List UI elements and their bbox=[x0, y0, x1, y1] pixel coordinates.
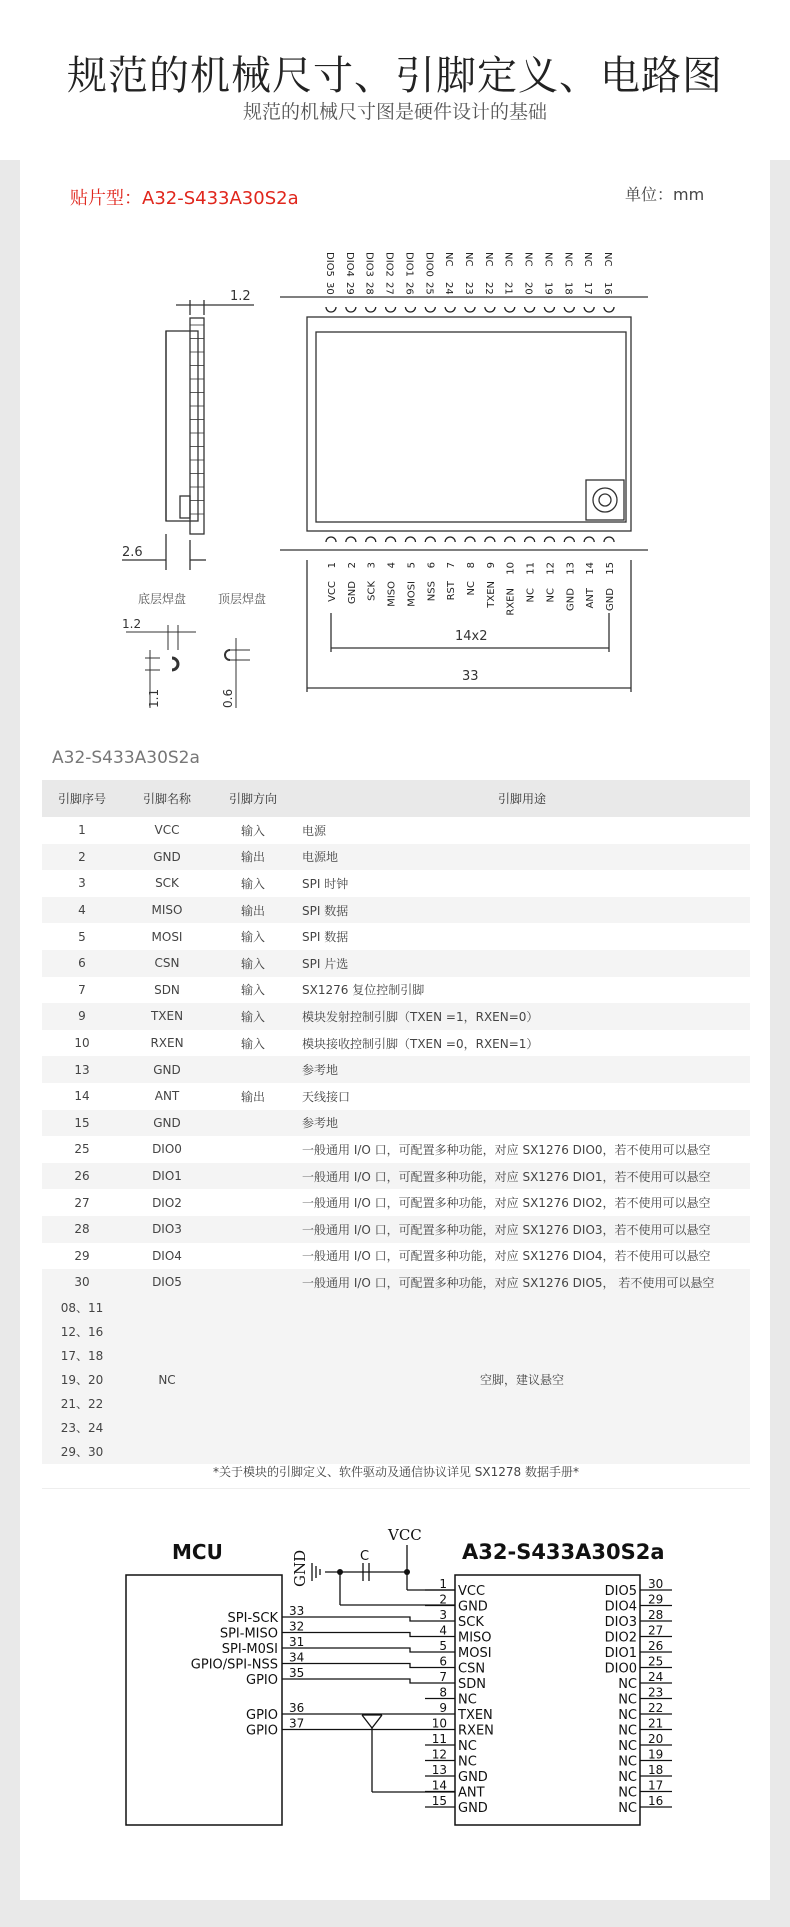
svg-text:NC: NC bbox=[443, 252, 455, 267]
svg-text:DIO3: DIO3 bbox=[604, 1615, 637, 1630]
svg-text:27: 27 bbox=[648, 1623, 664, 1638]
svg-text:5: 5 bbox=[439, 1639, 447, 1653]
table-row bbox=[42, 817, 750, 844]
table-row bbox=[42, 923, 750, 950]
svg-text:14: 14 bbox=[431, 1778, 447, 1793]
pin-no: 4 bbox=[42, 897, 122, 924]
table-row bbox=[42, 1189, 750, 1216]
table-row bbox=[42, 1110, 750, 1137]
dim-pitch-span: 14x2 bbox=[455, 629, 488, 644]
table-row bbox=[42, 1083, 750, 1110]
svg-text:NC: NC bbox=[618, 1677, 637, 1692]
svg-text:21: 21 bbox=[502, 282, 514, 295]
svg-text:29: 29 bbox=[648, 1592, 664, 1607]
bottom-pin bbox=[465, 537, 477, 595]
col-header-direction: 引脚方向 bbox=[212, 780, 294, 817]
pin-usage: 模块接收控制引脚（TXEN =0，RXEN=1） bbox=[302, 1036, 539, 1051]
pin-name: SDN bbox=[154, 982, 180, 997]
pin-no: 7 bbox=[78, 982, 86, 997]
pin-name: TXEN bbox=[122, 1003, 212, 1030]
nc-number: 17、18 bbox=[60, 1348, 104, 1363]
svg-text:NC: NC bbox=[458, 1692, 477, 1708]
svg-text:31: 31 bbox=[289, 1635, 305, 1649]
svg-text:DIO0: DIO0 bbox=[604, 1661, 637, 1677]
svg-text:DIO3: DIO3 bbox=[363, 252, 375, 277]
pin-direction: 输出 bbox=[212, 844, 294, 871]
svg-text:NC: NC bbox=[602, 252, 614, 267]
bottom-pin bbox=[584, 537, 596, 608]
pin-usage: 电源地 bbox=[294, 844, 750, 871]
side-view bbox=[122, 300, 254, 570]
pin-direction: 输入 bbox=[212, 1003, 294, 1030]
svg-text:22: 22 bbox=[482, 282, 494, 295]
nc-number: 21、22 bbox=[60, 1396, 104, 1411]
svg-text:3: 3 bbox=[366, 562, 378, 569]
pad-top-label: 顶层焊盘 bbox=[218, 592, 267, 606]
dim-pad-bottom-h: 1.1 bbox=[147, 688, 161, 708]
svg-text:NC: NC bbox=[582, 252, 594, 267]
svg-text:NC: NC bbox=[618, 1770, 637, 1785]
pin-no: 26 bbox=[42, 1163, 122, 1190]
svg-text:NC: NC bbox=[463, 252, 475, 267]
svg-text:GND: GND bbox=[605, 588, 617, 611]
pin-direction bbox=[212, 1163, 294, 1190]
svg-text:MISO: MISO bbox=[458, 1630, 492, 1646]
nc-group bbox=[42, 1296, 750, 1464]
pin-name: SCK bbox=[155, 876, 179, 891]
svg-text:10: 10 bbox=[431, 1716, 447, 1731]
svg-text:GPIO: GPIO bbox=[246, 1708, 278, 1723]
svg-text:NC: NC bbox=[522, 252, 534, 267]
pin-no: 6 bbox=[42, 950, 122, 977]
pin-direction bbox=[212, 1189, 294, 1216]
svg-text:DIO1: DIO1 bbox=[403, 252, 415, 277]
table-row bbox=[42, 844, 750, 871]
pin-direction: 输入 bbox=[240, 876, 265, 891]
svg-text:NC: NC bbox=[618, 1785, 637, 1801]
svg-text:GND: GND bbox=[458, 1599, 488, 1615]
vcc-label: VCC bbox=[388, 1526, 422, 1544]
svg-text:30: 30 bbox=[324, 282, 335, 295]
svg-text:SDN: SDN bbox=[458, 1677, 486, 1692]
svg-text:NC: NC bbox=[502, 252, 514, 267]
svg-text:10: 10 bbox=[505, 562, 517, 575]
table-row bbox=[42, 1136, 750, 1163]
pin-table bbox=[42, 780, 750, 1464]
col-header-pin-no: 引脚序号 bbox=[42, 780, 122, 817]
pin-name: DIO1 bbox=[122, 1163, 212, 1190]
dim-side-height: 2.6 bbox=[122, 545, 143, 560]
svg-text:DIO4: DIO4 bbox=[604, 1599, 637, 1615]
nc-number: 19、20 bbox=[60, 1372, 104, 1387]
svg-text:DIO2: DIO2 bbox=[604, 1630, 637, 1646]
pin-no: 3 bbox=[78, 876, 86, 891]
pin-usage: 一般通用 I/O 口，可配置多种功能，对应 SX1276 DIO2，若不使用可以悬空 bbox=[302, 1196, 711, 1211]
bottom-pin bbox=[505, 537, 517, 616]
svg-text:4: 4 bbox=[386, 562, 398, 569]
svg-text:17: 17 bbox=[582, 282, 594, 295]
top-pin bbox=[443, 252, 455, 312]
pin-name: DIO4 bbox=[152, 1248, 182, 1263]
svg-text:12: 12 bbox=[545, 562, 557, 575]
svg-text:NC: NC bbox=[482, 252, 494, 267]
bottom-pin bbox=[346, 537, 358, 604]
pin-no: 5 bbox=[78, 929, 86, 944]
top-pin bbox=[463, 252, 475, 312]
svg-text:1: 1 bbox=[327, 562, 338, 569]
svg-text:24: 24 bbox=[443, 282, 455, 295]
svg-text:NC: NC bbox=[618, 1708, 637, 1723]
schematic bbox=[0, 1515, 790, 1845]
pin-no: 27 bbox=[74, 1195, 90, 1210]
mcu-pin bbox=[246, 1701, 425, 1723]
pin-direction bbox=[212, 1056, 294, 1083]
top-pin bbox=[324, 252, 336, 312]
svg-text:28: 28 bbox=[363, 282, 375, 295]
svg-text:DIO1: DIO1 bbox=[604, 1646, 637, 1661]
pin-name: CSN bbox=[122, 950, 212, 977]
svg-text:30: 30 bbox=[648, 1577, 664, 1591]
svg-text:ANT: ANT bbox=[458, 1785, 485, 1801]
svg-text:NC: NC bbox=[618, 1739, 637, 1754]
pin-no: 29 bbox=[74, 1248, 90, 1263]
top-pin bbox=[562, 252, 574, 312]
nc-usage: 空脚，建议悬空 bbox=[294, 1296, 750, 1464]
svg-text:NC: NC bbox=[618, 1723, 637, 1739]
pin-direction bbox=[212, 1216, 294, 1243]
svg-text:VCC: VCC bbox=[327, 581, 338, 602]
svg-text:2: 2 bbox=[346, 562, 358, 569]
bottom-pin bbox=[604, 537, 616, 611]
svg-text:NC: NC bbox=[618, 1692, 637, 1708]
svg-text:15: 15 bbox=[431, 1794, 447, 1808]
svg-text:21: 21 bbox=[648, 1716, 664, 1731]
svg-text:MISO: MISO bbox=[386, 581, 398, 607]
svg-text:23: 23 bbox=[648, 1685, 664, 1700]
svg-text:NC: NC bbox=[545, 588, 557, 603]
mcu-label: MCU bbox=[172, 1540, 223, 1564]
pin-name: ANT bbox=[154, 1089, 180, 1104]
table-row bbox=[42, 897, 750, 924]
svg-text:RST: RST bbox=[446, 581, 458, 601]
page-subtitle: 规范的机械尺寸图是硬件设计的基础 bbox=[242, 101, 547, 123]
bottom-pin bbox=[366, 537, 378, 601]
nc-numbers bbox=[42, 1296, 122, 1464]
nc-name: NC bbox=[122, 1296, 212, 1464]
svg-text:22: 22 bbox=[648, 1701, 664, 1715]
col-header-usage: 引脚用途 bbox=[294, 780, 750, 817]
top-pin bbox=[403, 252, 415, 312]
svg-text:DIO4: DIO4 bbox=[343, 252, 355, 277]
pin-usage: 电源 bbox=[302, 823, 327, 838]
col-header-pin-name: 引脚名称 bbox=[122, 780, 212, 817]
svg-text:6: 6 bbox=[439, 1654, 447, 1669]
svg-text:NC: NC bbox=[458, 1754, 477, 1770]
svg-text:36: 36 bbox=[289, 1701, 305, 1715]
page-title: 规范的机械尺寸、引脚定义、电路图 bbox=[67, 53, 723, 99]
bottom-pin bbox=[425, 537, 437, 601]
dim-pad-top-h: 0.6 bbox=[221, 688, 235, 708]
bottom-pin bbox=[564, 537, 576, 611]
svg-text:33: 33 bbox=[289, 1604, 305, 1618]
dim-width: 33 bbox=[462, 669, 479, 684]
top-pin bbox=[523, 252, 535, 312]
svg-text:16: 16 bbox=[602, 282, 614, 295]
svg-text:18: 18 bbox=[562, 282, 574, 295]
svg-text:19: 19 bbox=[542, 282, 554, 295]
svg-text:28: 28 bbox=[648, 1608, 664, 1622]
svg-text:25: 25 bbox=[648, 1654, 664, 1669]
pin-usage: SPI 数据 bbox=[294, 897, 750, 924]
pin-name: GND bbox=[122, 844, 212, 871]
bottom-pin bbox=[485, 537, 497, 609]
svg-text:20: 20 bbox=[648, 1732, 664, 1746]
dim-side-thickness: 1.2 bbox=[230, 289, 251, 304]
svg-text:14: 14 bbox=[585, 562, 597, 575]
pin-no: 15 bbox=[42, 1110, 122, 1137]
pin-usage: SPI 片选 bbox=[294, 950, 750, 977]
pin-usage: 一般通用 I/O 口，可配置多种功能，对应 SX1276 DIO5， 若不使用可以悬空 bbox=[294, 1269, 750, 1296]
svg-text:NC: NC bbox=[466, 581, 478, 596]
pin-usage: SPI 时钟 bbox=[302, 876, 349, 891]
svg-text:RXEN: RXEN bbox=[458, 1723, 494, 1739]
top-pin bbox=[384, 252, 396, 312]
pin-name: GND bbox=[122, 1056, 212, 1083]
nc-number: 12、16 bbox=[60, 1324, 104, 1339]
table-row bbox=[42, 1163, 750, 1190]
pin-usage: 模块发射控制引脚（TXEN =1，RXEN=0） bbox=[294, 1003, 750, 1030]
pin-name: MISO bbox=[122, 897, 212, 924]
mechanical-drawing bbox=[0, 200, 790, 740]
pin-direction: 输出 bbox=[240, 1089, 265, 1104]
svg-text:NC: NC bbox=[618, 1801, 637, 1816]
svg-text:GND: GND bbox=[346, 581, 358, 604]
svg-text:6: 6 bbox=[426, 562, 438, 569]
pin-usage: 一般通用 I/O 口，可配置多种功能，对应 SX1276 DIO0，若不使用可以悬空 bbox=[302, 1142, 711, 1157]
svg-text:ANT: ANT bbox=[585, 588, 597, 609]
svg-text:11: 11 bbox=[431, 1732, 447, 1746]
svg-text:26: 26 bbox=[403, 282, 415, 295]
svg-text:SPI-M0SI: SPI-M0SI bbox=[221, 1642, 278, 1657]
svg-text:23: 23 bbox=[463, 282, 475, 295]
svg-text:RXEN: RXEN bbox=[505, 588, 517, 616]
page-header bbox=[0, 0, 790, 160]
svg-text:DIO0: DIO0 bbox=[423, 252, 435, 277]
nc-number: 23、24 bbox=[60, 1420, 104, 1435]
svg-text:4: 4 bbox=[439, 1623, 447, 1638]
pin-name: VCC bbox=[154, 823, 180, 838]
bottom-pin bbox=[405, 537, 417, 607]
pin-no: 13 bbox=[42, 1056, 122, 1083]
pin-name: DIO3 bbox=[122, 1216, 212, 1243]
top-pin bbox=[364, 252, 376, 312]
table-row bbox=[42, 1030, 750, 1057]
mount-type-label: 贴片型：A32-S433A30S2a bbox=[70, 188, 299, 209]
pin-no: 2 bbox=[42, 844, 122, 871]
pad-bottom-label: 底层焊盘 bbox=[138, 592, 187, 606]
svg-text:9: 9 bbox=[485, 562, 497, 569]
svg-text:TXEN: TXEN bbox=[485, 581, 497, 608]
svg-text:SCK: SCK bbox=[366, 581, 378, 601]
svg-text:34: 34 bbox=[289, 1650, 305, 1665]
table-label: A32-S433A30S2a bbox=[52, 748, 200, 768]
svg-text:8: 8 bbox=[439, 1685, 447, 1700]
pin-direction bbox=[212, 1243, 294, 1270]
svg-text:11: 11 bbox=[525, 562, 537, 575]
pin-name: DIO2 bbox=[152, 1195, 182, 1210]
pin-name: MOSI bbox=[151, 929, 183, 944]
svg-text:18: 18 bbox=[648, 1763, 664, 1777]
pin-name: DIO5 bbox=[122, 1269, 212, 1296]
svg-text:15: 15 bbox=[605, 562, 617, 575]
svg-text:NC: NC bbox=[618, 1754, 637, 1770]
svg-text:27: 27 bbox=[383, 282, 395, 295]
svg-text:NC: NC bbox=[562, 252, 574, 267]
svg-text:NC: NC bbox=[525, 588, 537, 603]
svg-text:CSN: CSN bbox=[458, 1661, 486, 1677]
svg-text:VCC: VCC bbox=[458, 1584, 486, 1599]
mcu-pin bbox=[228, 1604, 425, 1626]
svg-text:37: 37 bbox=[289, 1716, 305, 1731]
svg-text:32: 32 bbox=[289, 1619, 305, 1634]
svg-text:SPI-SCK: SPI-SCK bbox=[227, 1611, 278, 1626]
svg-text:GPIO: GPIO bbox=[246, 1673, 278, 1688]
pin-no: 10 bbox=[74, 1036, 90, 1051]
svg-text:35: 35 bbox=[289, 1666, 305, 1680]
svg-text:13: 13 bbox=[565, 562, 577, 575]
pin-name: RXEN bbox=[150, 1036, 184, 1051]
pin-direction bbox=[212, 1136, 294, 1163]
pin-name: DIO0 bbox=[152, 1142, 182, 1157]
pin-usage: 参考地 bbox=[294, 1056, 750, 1083]
svg-text:12: 12 bbox=[431, 1747, 447, 1762]
pin-usage: 一般通用 I/O 口，可配置多种功能，对应 SX1276 DIO1，若不使用可以悬空 bbox=[294, 1163, 750, 1190]
pin-no: 9 bbox=[42, 1003, 122, 1030]
pin-direction: 输出 bbox=[212, 897, 294, 924]
table-row bbox=[42, 1269, 750, 1296]
pin-no: 1 bbox=[78, 823, 86, 838]
svg-text:13: 13 bbox=[431, 1763, 447, 1777]
top-pin bbox=[602, 252, 614, 312]
pin-direction: 输入 bbox=[240, 1036, 265, 1051]
svg-text:5: 5 bbox=[406, 562, 418, 569]
pin-no: 14 bbox=[74, 1089, 90, 1104]
top-pin bbox=[503, 252, 515, 312]
table-row bbox=[42, 1243, 750, 1270]
pin-direction: 输入 bbox=[212, 950, 294, 977]
table-row bbox=[42, 977, 750, 1004]
bottom-pin bbox=[445, 537, 457, 600]
svg-text:7: 7 bbox=[439, 1670, 447, 1684]
pin-usage: 天线接口 bbox=[302, 1089, 351, 1104]
svg-text:GPIO/SPI-NSS: GPIO/SPI-NSS bbox=[190, 1657, 278, 1673]
pin-no: 25 bbox=[74, 1142, 90, 1157]
pin-usage: SPI 数据 bbox=[302, 930, 349, 945]
top-pin bbox=[483, 252, 495, 312]
pin-direction bbox=[212, 1269, 294, 1296]
top-pin bbox=[582, 252, 594, 312]
svg-text:25: 25 bbox=[423, 282, 435, 295]
module-label: A32-S433A30S2a bbox=[462, 1540, 665, 1564]
svg-text:16: 16 bbox=[648, 1794, 664, 1808]
nc-number: 08、11 bbox=[60, 1300, 104, 1315]
svg-text:8: 8 bbox=[466, 562, 478, 569]
table-row bbox=[42, 1003, 750, 1030]
svg-text:NC: NC bbox=[542, 252, 554, 267]
svg-text:DIO2: DIO2 bbox=[383, 252, 395, 277]
bottom-pin bbox=[386, 537, 398, 607]
table-row bbox=[42, 1056, 750, 1083]
top-pin bbox=[423, 252, 435, 312]
pin-direction bbox=[212, 1110, 294, 1137]
bottom-pin bbox=[326, 537, 338, 602]
pin-no: 28 bbox=[42, 1216, 122, 1243]
svg-text:GND: GND bbox=[458, 1770, 488, 1785]
svg-text:17: 17 bbox=[648, 1778, 664, 1793]
dim-pad-bottom-w: 1.2 bbox=[122, 617, 142, 631]
cap-label: C bbox=[360, 1549, 370, 1564]
svg-text:SCK: SCK bbox=[458, 1615, 484, 1630]
svg-text:MOSI: MOSI bbox=[406, 581, 418, 607]
svg-text:NC: NC bbox=[458, 1739, 477, 1754]
svg-text:SPI-MISO: SPI-MISO bbox=[219, 1626, 278, 1642]
table-row bbox=[42, 950, 750, 977]
svg-text:7: 7 bbox=[446, 562, 458, 569]
table-row bbox=[42, 1216, 750, 1243]
pin-no: 30 bbox=[42, 1269, 122, 1296]
svg-text:GND: GND bbox=[565, 588, 577, 611]
svg-text:NSS: NSS bbox=[426, 581, 438, 602]
svg-text:1: 1 bbox=[439, 1577, 447, 1591]
pin-name: GND bbox=[122, 1110, 212, 1137]
svg-text:TXEN: TXEN bbox=[458, 1708, 493, 1723]
svg-text:26: 26 bbox=[648, 1639, 664, 1653]
svg-text:20: 20 bbox=[522, 282, 534, 295]
svg-text:GPIO: GPIO bbox=[246, 1723, 278, 1739]
svg-text:GND: GND bbox=[458, 1801, 488, 1816]
bottom-pin bbox=[525, 537, 537, 602]
pin-usage: 一般通用 I/O 口，可配置多种功能，对应 SX1276 DIO4，若不使用可以悬空 bbox=[302, 1249, 711, 1264]
svg-text:DIO5: DIO5 bbox=[324, 252, 335, 277]
pin-usage: 参考地 bbox=[294, 1110, 750, 1137]
table-row bbox=[42, 870, 750, 897]
svg-text:3: 3 bbox=[439, 1608, 447, 1622]
nc-number: 29、30 bbox=[60, 1444, 104, 1459]
svg-text:9: 9 bbox=[439, 1701, 447, 1715]
unit-label: 单位：mm bbox=[625, 185, 705, 204]
top-pin bbox=[344, 252, 356, 312]
pin-direction: 输入 bbox=[240, 823, 265, 838]
gnd-label: GND bbox=[291, 1549, 309, 1587]
svg-text:2: 2 bbox=[439, 1592, 447, 1607]
svg-text:MOSI: MOSI bbox=[458, 1646, 492, 1661]
pin-usage: 一般通用 I/O 口，可配置多种功能，对应 SX1276 DIO3，若不使用可以悬空 bbox=[294, 1216, 750, 1243]
svg-text:DIO5: DIO5 bbox=[604, 1584, 637, 1599]
svg-text:24: 24 bbox=[648, 1670, 664, 1684]
top-pin bbox=[542, 252, 554, 312]
svg-text:29: 29 bbox=[343, 282, 355, 295]
svg-text:19: 19 bbox=[648, 1747, 664, 1762]
pin-direction: 输入 bbox=[240, 930, 265, 945]
pin-direction: 输入 bbox=[240, 983, 265, 998]
bottom-pin bbox=[544, 537, 556, 602]
pin-usage: SX1276 复位控制引脚 bbox=[302, 983, 425, 998]
table-note: *关于模块的引脚定义、软件驱动及通信协议详见 SX1278 数据手册* bbox=[42, 1463, 750, 1489]
